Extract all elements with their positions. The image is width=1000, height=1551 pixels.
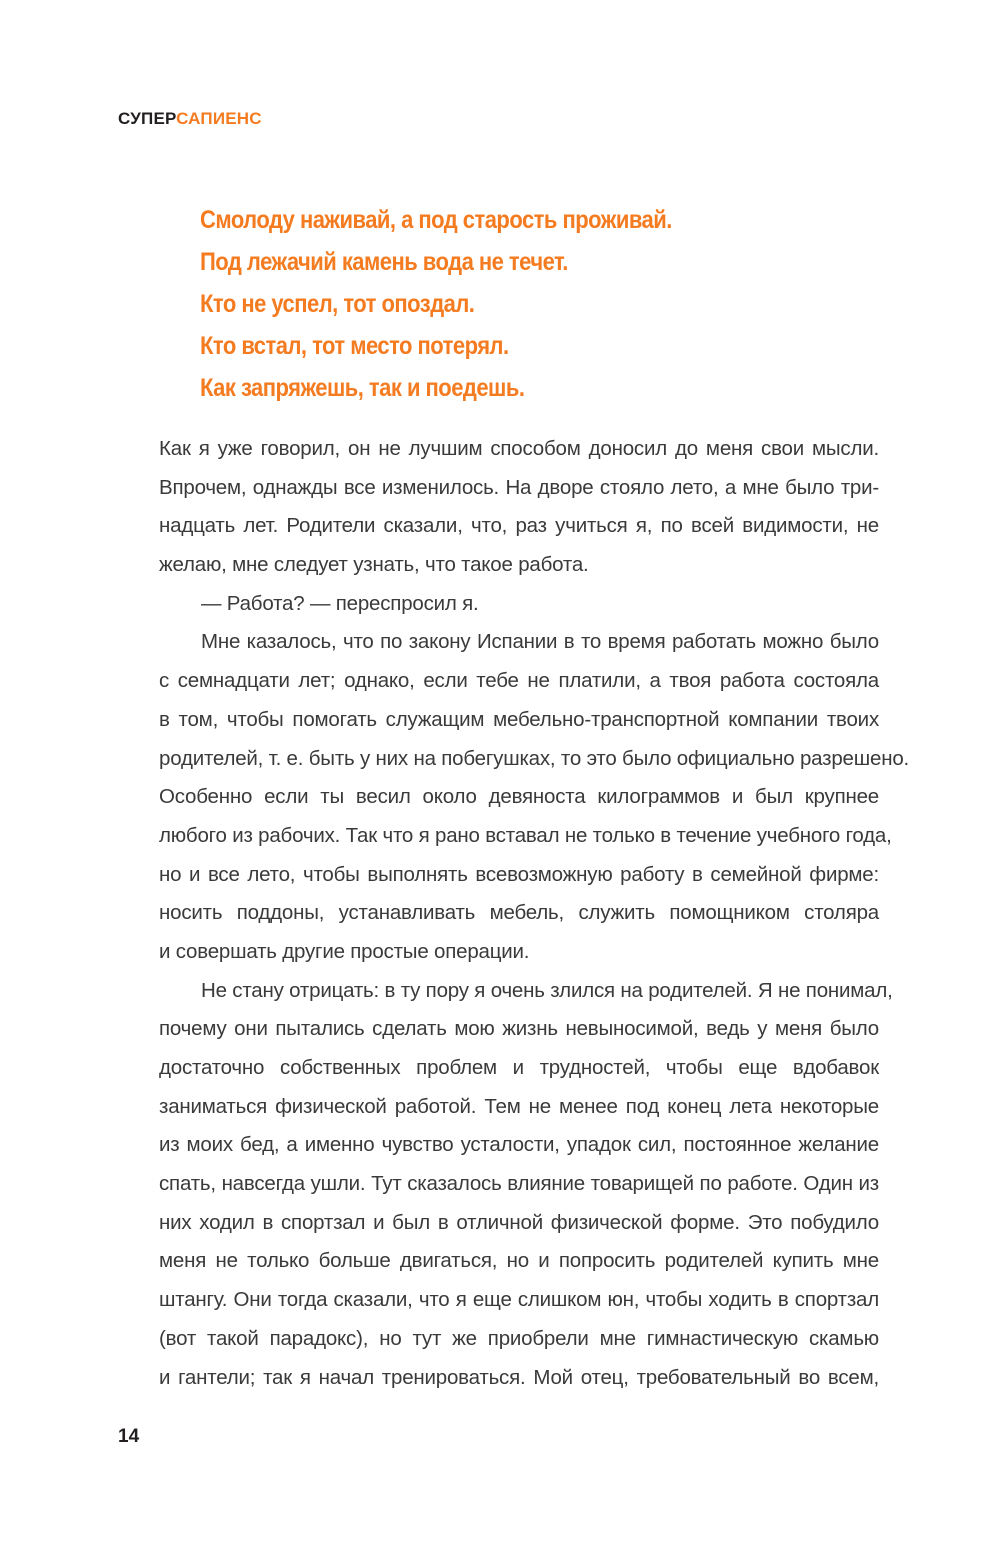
body-line: но и все лето, чтобы выполнять всевозможную работу в семейной фирме: <box>159 862 879 886</box>
body-line: надцать лет. Родители сказали, что, раз учиться я, по всей видимости, не <box>159 514 879 538</box>
page-number: 14 <box>118 1426 140 1447</box>
body-line: (вот такой парадокс), но тут же приобрели мне гимнастическую скамью <box>159 1326 879 1350</box>
body-line: желаю, мне следует узнать, что такое работа. <box>159 553 589 577</box>
epigraph-line: Кто не успел, тот опоздал. <box>200 290 475 318</box>
epigraph-line: Смолоду наживай, а под старость проживай. <box>200 206 672 234</box>
body-line: Как я уже говорил, он не лучшим способом доносил до меня свои мысли. <box>159 437 879 460</box>
body-line: Мне казалось, что по закону Испании в то время работать можно было <box>201 630 879 654</box>
body-text <box>159 430 910 1397</box>
running-head-part2: САПИЕНС <box>176 109 262 128</box>
body-line: почему они пытались сделать мою жизнь невыносимой, ведь у меня было <box>159 1017 879 1041</box>
body-line: заниматься физической работой. Тем не менее под конец лета некоторые <box>159 1094 879 1118</box>
body-line: достаточно собственных проблем и трудностей, чтобы еще вдобавок <box>159 1056 879 1079</box>
body-line: с семнадцати лет; однако, если тебе не платили, а твоя работа состояла <box>159 669 879 693</box>
body-line: — Работа? — переспросил я. <box>201 591 479 615</box>
body-line: меня не только больше двигаться, но и попросить родителей купить мне <box>159 1249 879 1273</box>
running-head <box>118 108 262 130</box>
running-head-part1: СУПЕР <box>118 109 177 128</box>
body-line: из моих бед, а именно чувство усталости, упадок сил, постоянное желание <box>159 1133 879 1157</box>
body-line: в том, чтобы помогать служащим мебельно-транспортной компании твоих <box>159 707 879 731</box>
body-line: любого из рабочих. Так что я рано вставал не только в течение учебного года, <box>159 823 892 847</box>
body-line: штангу. Они тогда сказали, что я еще слишком юн, чтобы ходить в спортзал <box>159 1288 879 1312</box>
body-line: Не стану отрицать: в ту пору я очень злился на родителей. Я не понимал, <box>201 978 893 1002</box>
body-line: них ходил в спортзал и был в отличной физической форме. Это побудило <box>159 1210 879 1234</box>
body-line: Впрочем, однажды все изменилось. На дворе стояло лето, а мне было три- <box>159 475 879 499</box>
epigraph-line: Под лежачий камень вода не течет. <box>200 248 568 276</box>
epigraph <box>200 199 736 409</box>
body-line: спать, навсегда ушли. Тут сказалось влияние товарищей по работе. Один из <box>159 1172 879 1196</box>
epigraph-line: Как запряжешь, так и поедешь. <box>200 374 525 402</box>
body-line: носить поддоны, устанавливать мебель, служить помощником столяра <box>159 901 879 925</box>
body-line: и гантели; так я начал тренироваться. Мой отец, требовательный во всем, <box>159 1365 879 1389</box>
body-line: Особенно если ты весил около девяноста килограммов и был крупнее <box>159 785 879 809</box>
body-line: родителей, т. е. быть у них на побегушках, то это было официально разрешено. <box>159 746 910 770</box>
epigraph-line: Кто встал, тот место потерял. <box>200 332 509 360</box>
body-line: и совершать другие простые операции. <box>159 939 530 963</box>
